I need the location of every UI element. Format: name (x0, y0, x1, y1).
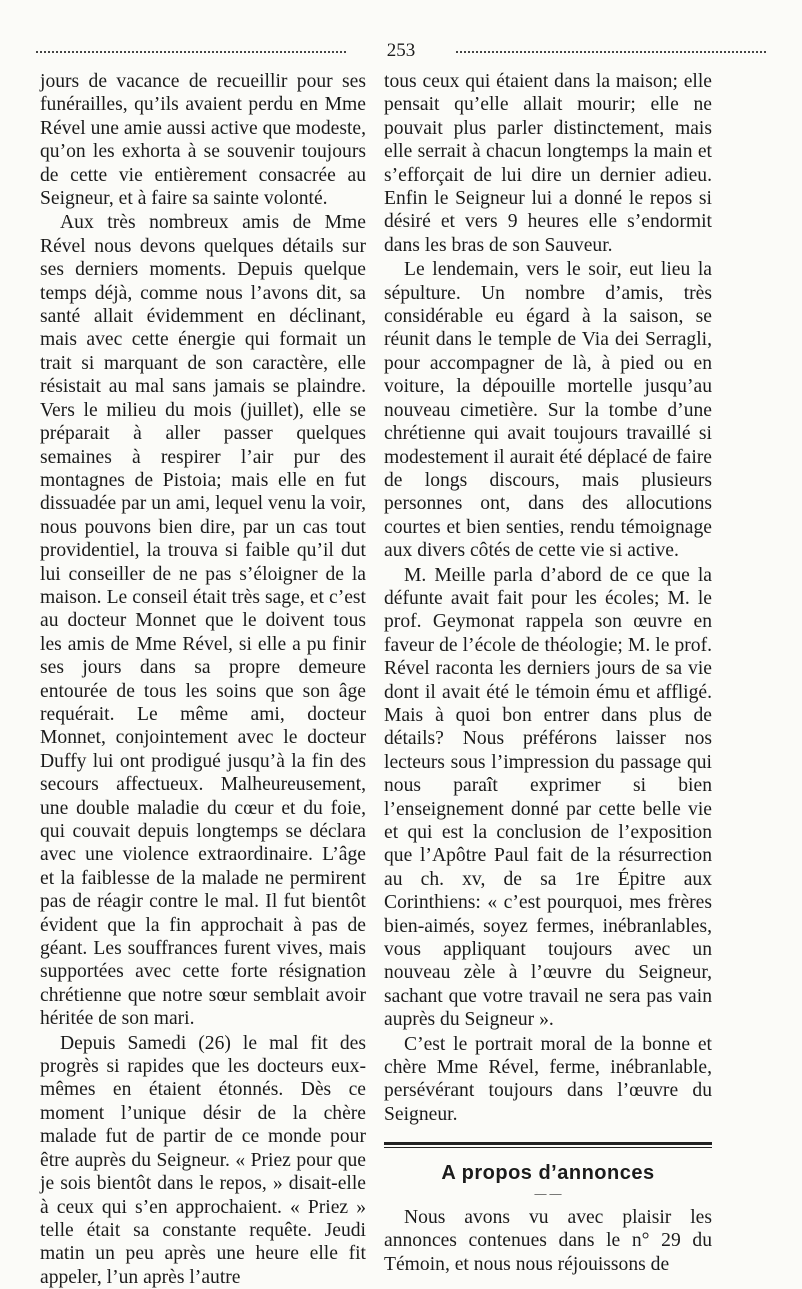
right-paragraph-3: M. Meille parla d’abord de ce que la défunte avait fait pour les écoles; M. le prof. Geymonat rappela son œuvre en faveur de l’école de théologie; M. le prof. Rével raconta les derniers jours de sa vie dont il avait été le témoin ému et affligé. Mais à quoi bon entrer dans plus de détails? Nous préférons laisser nos lecteurs sous l’impression du passage qui nous paraît exprimer si bien l’enseignement donné par cette belle vie et qui est la conclusion de l’exposition que l’Apôtre Paul fait de la résurrection au ch. xv, de sa 1re Épitre aux Corinthiens: « c’est pourquoi, mes frères bien-aimés, soyez fermes, inébranlables, vous appliquant toujours avec un nouveau zèle à l’œuvre du Seigneur, sachant que votre travail ne sera pas vain auprès du Seigneur ». (384, 564, 712, 1031)
right-paragraph-1: tous ceux qui étaient dans la maison; elle pensait qu’elle allait mourir; elle ne pouvait plus parler distinctement, mais elle serrait à chacun longtemps la main et s’efforçait de lui dire un dernier adieu. Enfin le Seigneur lui a donné le repos si désiré et vers 9 heures elle s’endormit dans les bras de son Sauveur. (384, 71, 712, 256)
left-paragraph-2: Aux très nombreux amis de Mme Rével nous devons quelques détails sur ses derniers moments. Depuis quelque temps déjà, comme nous l’avons dit, sa santé allait évidemment en déclinant, mais avec cette énergie qui formait un trait si marquant de son caractère, elle résistait au mal sans jamais se plaindre. Vers le milieu du mois (juillet), elle se préparait à aller passer quelques semaines à respirer l’air pur des montagnes de Pistoia; mais elle en fut dissuadée par un ami, lequel venu la voir, nous pouvons bien dire, par un cas tout providentiel, la trouva si faible qu’il dut lui conseiller de ne pas s’éloigner de la maison. Le conseil était très sage, et c’est au docteur Monnet que le doivent tous les amis de Mme Rével, si elle a pu finir ses jours dans sa propre demeure entourée de tous les soins que son âge requérait. Le même ami, docteur Monnet, conjointement avec le docteur Duffy lui ont prodigué jusqu’à la fin des secours affectueux. Malheureusement, une double maladie du cœur et du foie, qui couvait depuis longtemps se déclara avec une violence extraordinaire. L’âge et la faiblesse de la malade ne permirent pas de réagir contre le mal. Il fut bientôt évident que la fin approchait à pas de géant. Les souffrances furent vives, mais supportées avec cette forte résignation chrétienne que notre sœur semblait avoir héritée de son mari. (40, 212, 366, 1030)
left-column (40, 70, 366, 1289)
page-number: 253 (386, 40, 416, 61)
section-heading: A propos d’annonces (441, 1162, 655, 1185)
left-paragraph-3: Depuis Samedi (26) le mal fit des progrès si rapides que les docteurs eux-mêmes en étaient étonnés. Dès ce moment l’unique désir de la chère malade fut de partir de ce monde pour être auprès du Seigneur. « Priez pour que je sois bientôt dans le repos, » disait-elle à ceux qui s’en approchaient. « Priez » telle était sa constante requête. Jeudi matin un peu après une heure elle fit appeler, l’un après l’autre (40, 1032, 366, 1288)
heading-ornament: — — (534, 1185, 562, 1200)
page-header (36, 40, 766, 62)
section-separator (384, 1142, 712, 1148)
right-column (384, 70, 712, 1276)
section-paragraph-1: Nous avons vu avec plaisir les annonces contenues dans le n° 29 du Témoin, et nous nous réjouissons de (384, 1206, 712, 1275)
header-rule-left (36, 51, 346, 53)
header-rule-right (456, 51, 766, 53)
right-paragraph-4: C’est le portrait moral de la bonne et chère Mme Rével, ferme, inébranlable, persévérant toujours dans l’œuvre du Seigneur. (384, 1033, 712, 1125)
left-paragraph-1: jours de vacance de recueillir pour ses funérailles, qu’ils avaient perdu en Mme Rével une amie aussi active que modeste, qu’on les exhorta à se souvenir toujours de cette vie entièrement consacrée au Seigneur, et à faire sa sainte volonté. (40, 71, 366, 210)
right-paragraph-2: Le lendemain, vers le soir, eut lieu la sépulture. Un nombre d’amis, très considérable eu égard à la saison, se réunit dans le temple de Via dei Serragli, pour accompagner de là, à pied ou en voiture, la dépouille mortelle jusqu’au nouveau cimetière. Sur la tombe d’une chrétienne qui avait toujours travaillé si modestement il aurait été déplacé de faire de longs discours, mais plusieurs personnes ont, dans des allocutions courtes et bien senties, rendu témoignage aux divers côtés de cette vie si active. (384, 259, 712, 562)
